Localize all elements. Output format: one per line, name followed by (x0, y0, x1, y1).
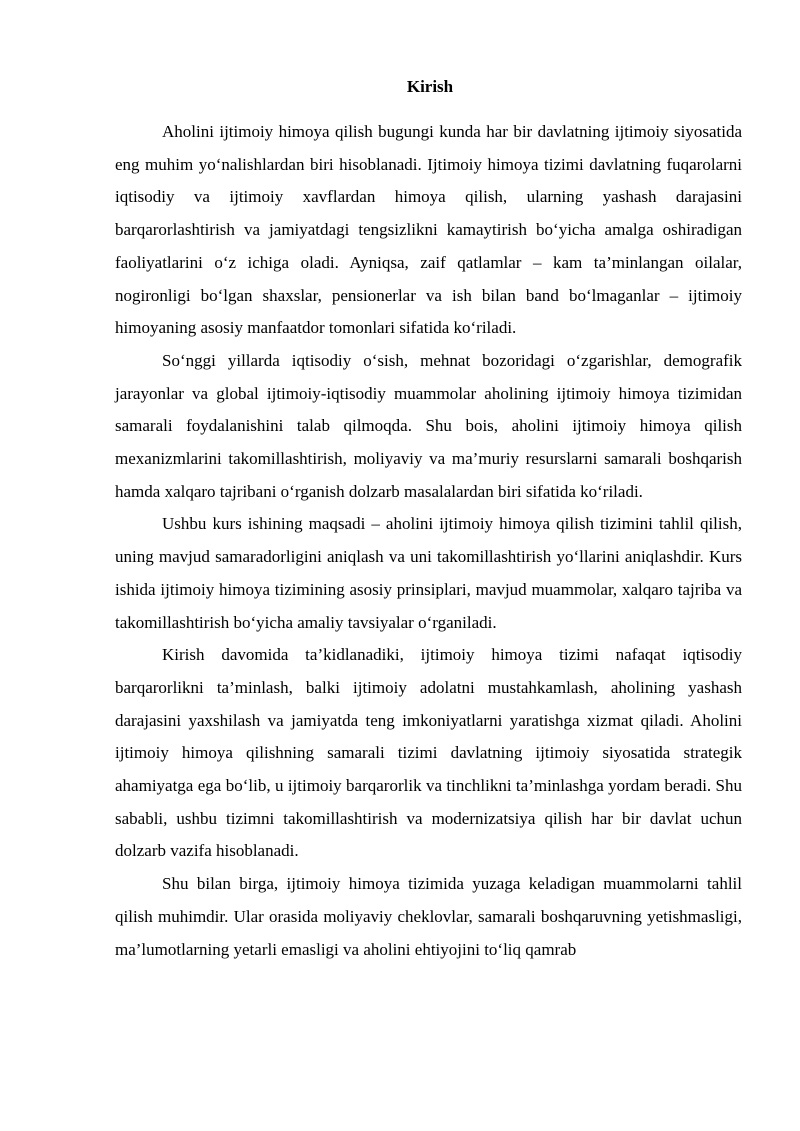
paragraph-4: Kirish davomida ta’kidlanadiki, ijtimoiy himoya tizimi nafaqat iqtisodiy barqarorlikni ta’minlash, balki ijtimoiy adolatni mustahkamlash, aholining yashash darajasini yaxshilash va jamiyatda teng imkoniyatlarni yaratishga xizmat qiladi. Aholini ijtimoiy himoya qilishning samarali tizimi davlatning ijtimoiy siyosatida strategik ahamiyatga ega bo‘lib, u ijtimoiy barqarorlik va tinchlikni ta’minlashga yordam beradi. Shu sababli, ushbu tizimni takomillashtirish va modernizatsiya qilish har bir davlat uchun dolzarb vazifa hisoblanadi. (115, 645, 742, 861)
paragraph-1: Aholini ijtimoiy himoya qilish bugungi kunda har bir davlatning ijtimoiy siyosatida eng muhim yo‘nalishlardan biri hisoblanadi. Ijtimoiy himoya tizimi davlatning fuqarolarni iqtisodiy va ijtimoiy xavflardan himoya qilish, ularning yashash darajasini barqarorlashtirish va jamiyatdagi tengsizlikni kamaytirish bo‘yicha amalga oshiradigan faoliyatlarini o‘z ichiga oladi. Ayniqsa, zaif qatlamlar – kam ta’minlangan oilalar, nogironligi bo‘lgan shaxslar, pensionerlar va ish bilan band bo‘lmaganlar – ijtimoiy himoyaning asosiy manfaatdor tomonlari sifatida ko‘riladi. (115, 122, 742, 338)
paragraph-2: So‘nggi yillarda iqtisodiy o‘sish, mehnat bozoridagi o‘zgarishlar, demografik jarayonlar va global ijtimoiy-iqtisodiy muammolar aholining ijtimoiy himoya tizimidan samarali foydalanishini talab qilmoqda. Shu bois, aholini ijtimoiy himoya qilish mexanizmlarini takomillashtirish, moliyaviy va ma’muriy resurslarni samarali boshqarish hamda xalqaro tajribani o‘rganish dolzarb masalalardan biri sifatida ko‘riladi. (115, 350, 742, 501)
paragraph-5: Shu bilan birga, ijtimoiy himoya tizimida yuzaga keladigan muammolarni tahlil qilish muhimdir. Ular orasida moliyaviy cheklovlar, samarali boshqaruvning yetishmasligi, ma’lumotlarning yetarli emasligi va aholini ehtiyojini to‘liq qamrab (115, 874, 742, 959)
body-text (115, 116, 742, 966)
page-title: Kirish (406, 77, 454, 96)
paragraph-3: Ushbu kurs ishining maqsadi – aholini ijtimoiy himoya qilish tizimini tahlil qilish, uning mavjud samaradorligini aniqlash va uni takomillashtirish yo‘llarini aniqlashdir. Kurs ishida ijtimoiy himoya tizimining asosiy prinsiplari, mavjud muammolar, xalqaro tajriba va takomillashtirish bo‘yicha amaliy tavsiyalar o‘rganiladi. (115, 514, 742, 632)
